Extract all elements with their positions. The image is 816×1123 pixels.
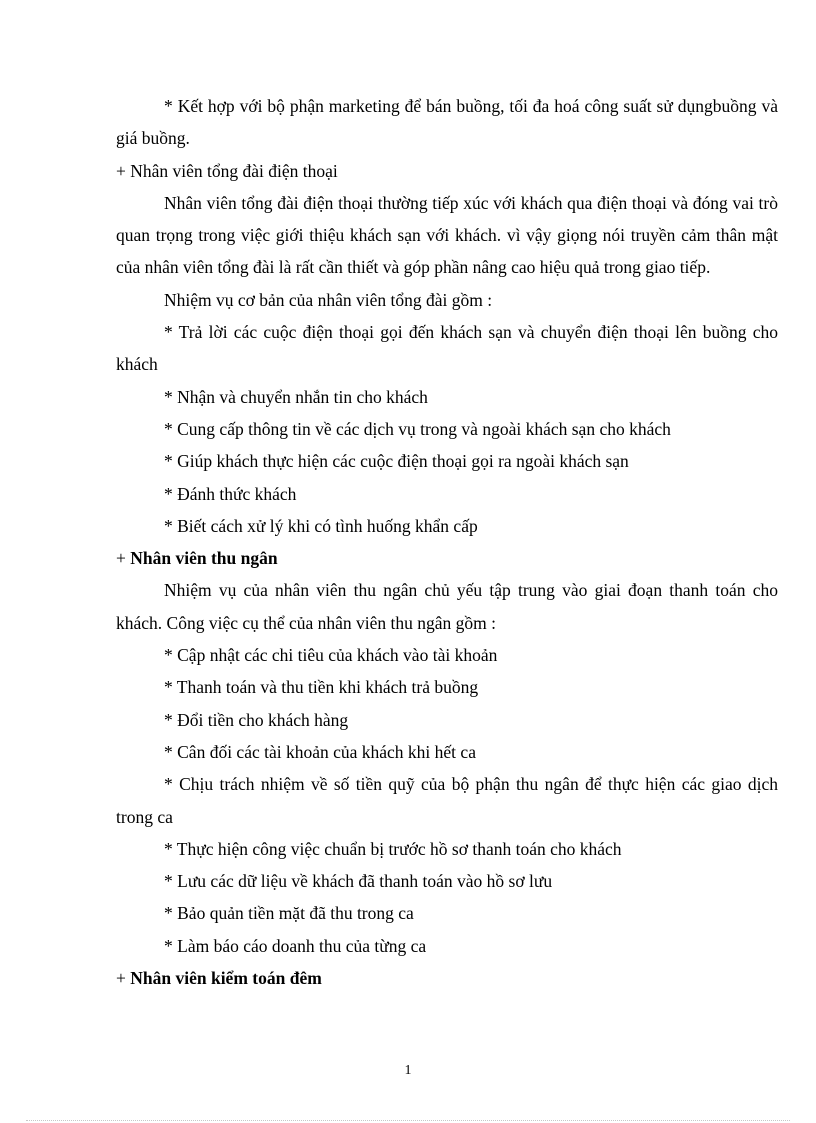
heading-text: Nhân viên tổng đài điện thoại bbox=[130, 160, 338, 181]
heading-text: Nhân viên kiểm toán đêm bbox=[130, 968, 322, 989]
heading-prefix: + bbox=[116, 548, 131, 569]
bullet-item: * Đánh thức khách bbox=[164, 483, 297, 504]
bullet-item: * Kết hợp với bộ phận marketing để bán buồng, tối đa hoá công suất sử dụngbuồng và giá buồng. bbox=[116, 96, 778, 149]
bullet-item: * Lưu các dữ liệu về khách đã thanh toán vào hồ sơ lưu bbox=[164, 871, 553, 892]
bullet-item: * Làm báo cáo doanh thu của từng ca bbox=[164, 935, 427, 956]
bullet-item: * Nhận và chuyển nhắn tin cho khách bbox=[164, 386, 428, 407]
body-paragraph: Nhân viên tổng đài điện thoại thường tiếp xúc với khách qua điện thoại và đóng vai trò quan trọng trong việc giới thiệu khách sạn với khách. vì vậy giọng nói truyền cảm thân mật của nhân viên tổng đài là rất cần thiết và góp phần nâng cao hiệu quả trong giao tiếp. bbox=[116, 192, 778, 278]
heading-prefix: + bbox=[116, 160, 131, 181]
bullet-item: * Thanh toán và thu tiền khi khách trả buồng bbox=[164, 677, 479, 698]
section-heading bbox=[116, 962, 778, 994]
bullet-item: * Giúp khách thực hiện các cuộc điện thoại gọi ra ngoài khách sạn bbox=[164, 451, 629, 472]
bullet-item: * Biết cách xử lý khi có tình huống khẩn cấp bbox=[164, 515, 478, 536]
bullet-item: * Cập nhật các chi tiêu của khách vào tài khoản bbox=[164, 645, 498, 666]
bullet-item: * Đổi tiền cho khách hàng bbox=[164, 709, 349, 730]
page-bottom-divider bbox=[26, 1120, 790, 1121]
bullet-item: * Chịu trách nhiệm về số tiền quỹ của bộ phận thu ngân để thực hiện các giao dịch trong ca bbox=[116, 774, 778, 827]
heading-text: Nhân viên thu ngân bbox=[130, 548, 278, 569]
bullet-item: * Trả lời các cuộc điện thoại gọi đến khách sạn và chuyển điện thoại lên buồng cho khách bbox=[116, 322, 778, 375]
heading-prefix: + bbox=[116, 968, 131, 989]
body-paragraph: Nhiệm vụ của nhân viên thu ngân chủ yếu tập trung vào giai đoạn thanh toán cho khách. Công việc cụ thể của nhân viên thu ngân gồm : bbox=[116, 580, 778, 633]
document-body bbox=[116, 90, 778, 994]
bullet-item: * Thực hiện công việc chuẩn bị trước hồ sơ thanh toán cho khách bbox=[164, 838, 622, 859]
body-paragraph: Nhiệm vụ cơ bản của nhân viên tổng đài gồm : bbox=[164, 289, 493, 310]
bullet-item: * Bảo quản tiền mặt đã thu trong ca bbox=[164, 903, 414, 924]
page-number: 1 bbox=[404, 1063, 412, 1078]
bullet-item: * Cân đối các tài khoản của khách khi hết ca bbox=[164, 741, 476, 762]
section-heading bbox=[116, 155, 778, 187]
bullet-item: * Cung cấp thông tin về các dịch vụ trong và ngoài khách sạn cho khách bbox=[164, 418, 671, 439]
section-heading bbox=[116, 542, 778, 574]
